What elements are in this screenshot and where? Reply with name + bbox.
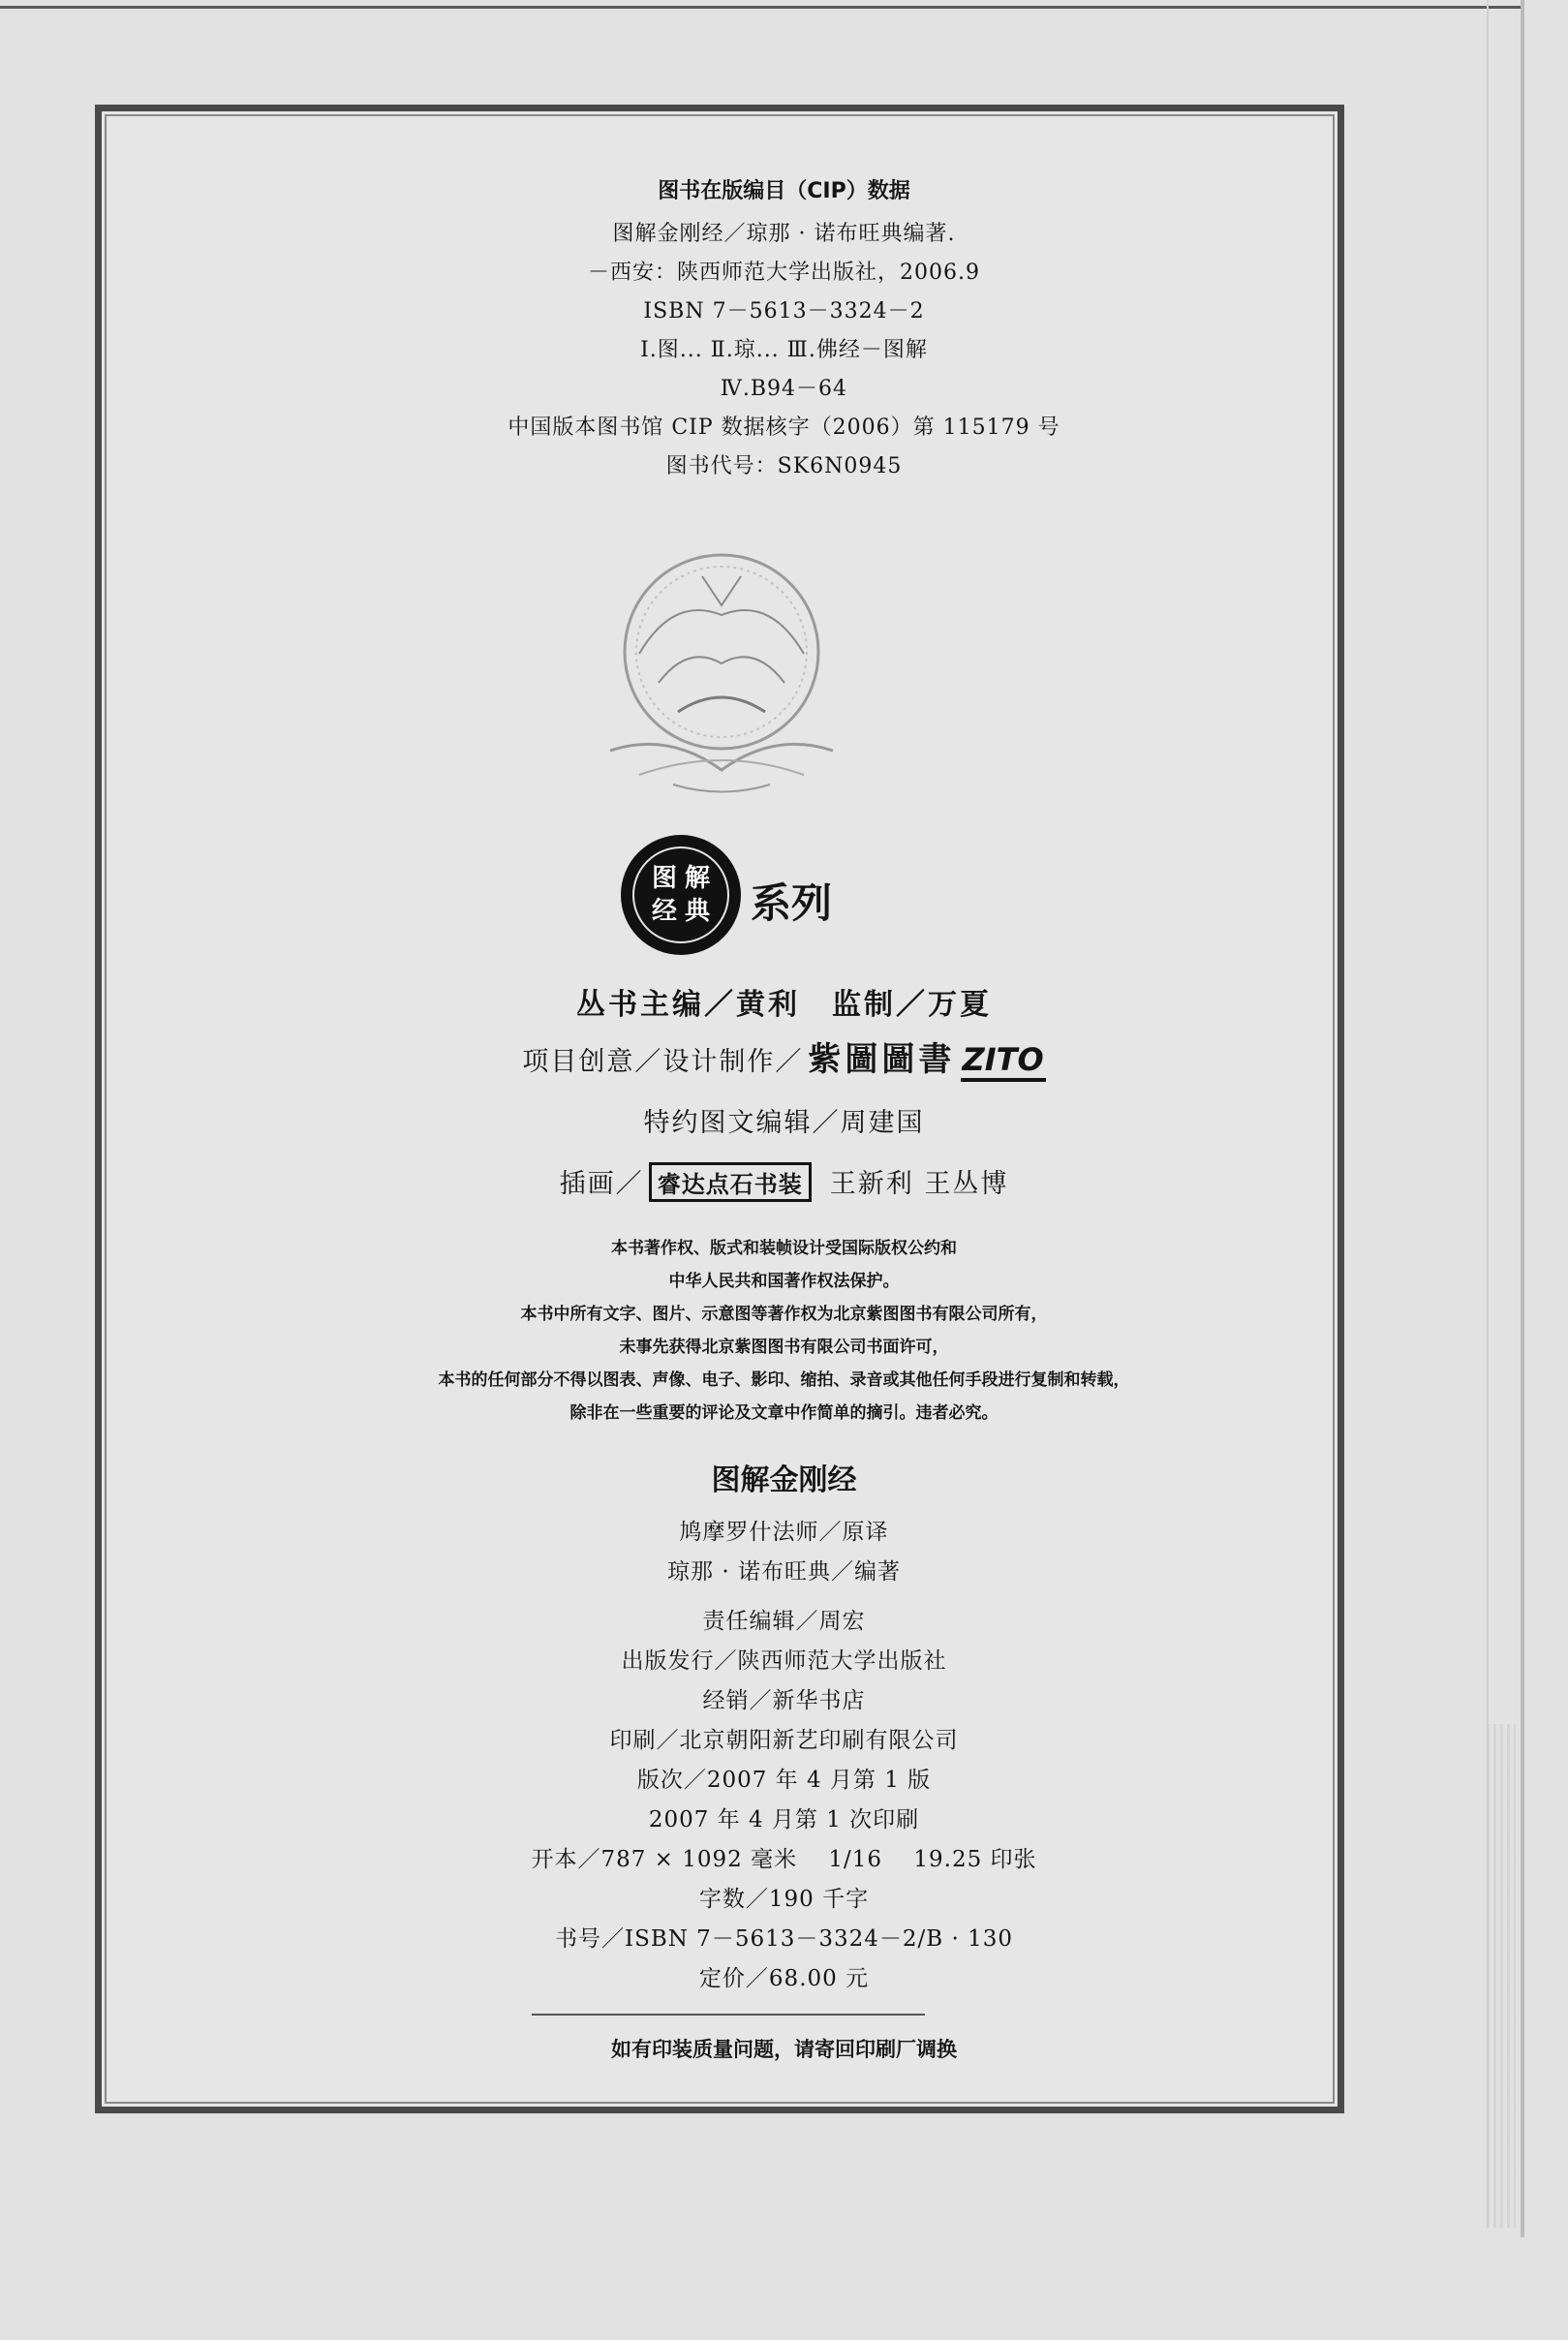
copyright-notice-line: 中华人民共和国著作权法保护。 bbox=[668, 1272, 900, 1291]
badge-char: 解 bbox=[684, 864, 710, 893]
illustration-label: 插画／ bbox=[559, 1169, 644, 1199]
lotus-emblem-icon bbox=[581, 538, 862, 818]
copyright-notice-line: 除非在一些重要的评论及文章中作简单的摘引。违者必究。 bbox=[569, 1403, 999, 1423]
copyright-notice-line: 本书中所有文字、图片、示意图等著作权为北京紫图图书有限公司所有， bbox=[520, 1305, 1048, 1324]
quality-notice: 如有印装质量问题，请寄回印刷厂调换 bbox=[611, 2038, 957, 2061]
illustration-credit-line bbox=[0, 1162, 1568, 1202]
cip-line: 图解金刚经／琼那 · 诺布旺典编著. bbox=[612, 222, 956, 246]
copyright-notice-line: 本书著作权、版式和装帧设计受国际版权公约和 bbox=[611, 1239, 957, 1258]
book-info-line: 2007 年 4 月第 1 次印刷 bbox=[648, 1807, 920, 1832]
book-info-line: 版次／2007 年 4 月第 1 版 bbox=[636, 1768, 932, 1793]
zito-logo: ZITO bbox=[961, 1041, 1046, 1082]
book-info-line: 琼那 · 诺布旺典／编著 bbox=[667, 1559, 901, 1585]
book-info-line: 开本／787 × 1092 毫米 1/16 19.25 印张 bbox=[531, 1847, 1037, 1872]
cip-line: Ⅳ.B94－64 bbox=[720, 377, 848, 401]
copyright-notice-line: 本书的任何部分不得以图表、声像、电子、影印、缩拍、录音或其他任何手段进行复制和转载， bbox=[438, 1370, 1130, 1390]
book-title: 图解金刚经 bbox=[711, 1463, 857, 1497]
cip-line: 中国版本图书馆 CIP 数据核字（2006）第 115179 号 bbox=[507, 416, 1061, 440]
cip-line: －西安：陕西师范大学出版社，2006.9 bbox=[588, 261, 980, 285]
design-label: 项目创意／设计制作／ bbox=[522, 1047, 804, 1077]
book-info-line: 字数／190 千字 bbox=[698, 1887, 870, 1912]
illustrator-names: 王新利 王丛博 bbox=[829, 1169, 1009, 1199]
book-info-line: 经销／新华书店 bbox=[702, 1688, 866, 1713]
special-editor-line: 特约图文编辑／周建国 bbox=[643, 1108, 925, 1138]
cip-title: 图书在版编目（CIP）数据 bbox=[658, 179, 910, 203]
top-scan-edge bbox=[0, 6, 1521, 9]
series-badge bbox=[621, 835, 741, 955]
cip-line: Ⅰ.图... Ⅱ.琼... Ⅲ.佛经－图解 bbox=[640, 338, 928, 362]
cip-line: 图书代号：SK6N0945 bbox=[665, 454, 903, 478]
book-info-line: 鸠摩罗什法师／原译 bbox=[679, 1520, 889, 1545]
book-info-line: 定价／68.00 元 bbox=[698, 1966, 870, 1991]
book-info-line: 出版发行／陕西师范大学出版社 bbox=[621, 1648, 947, 1674]
book-info-line: 印刷／北京朝阳新艺印刷有限公司 bbox=[609, 1728, 959, 1753]
copyright-notice-line: 未事先获得北京紫图图书有限公司书面许可， bbox=[619, 1338, 949, 1357]
book-info-line: 责任编辑／周宏 bbox=[702, 1609, 866, 1634]
badge-char: 典 bbox=[684, 897, 710, 926]
series-editor-line: 丛书主编／黄利 监制／万夏 bbox=[576, 988, 992, 1022]
book-info-line: 书号／ISBN 7－5613－3324－2/B · 130 bbox=[555, 1926, 1013, 1952]
series-label: 系列 bbox=[751, 879, 833, 927]
footer-divider bbox=[532, 2014, 925, 2016]
design-credit-line bbox=[0, 1032, 1568, 1080]
ziti-brand: 紫圖圖書 bbox=[808, 1040, 956, 1079]
cip-line: ISBN 7－5613－3324－2 bbox=[643, 299, 925, 323]
badge-char: 经 bbox=[651, 897, 677, 926]
badge-char: 图 bbox=[651, 864, 677, 893]
illustration-brand-logo: 睿达点石书装 bbox=[649, 1162, 812, 1202]
